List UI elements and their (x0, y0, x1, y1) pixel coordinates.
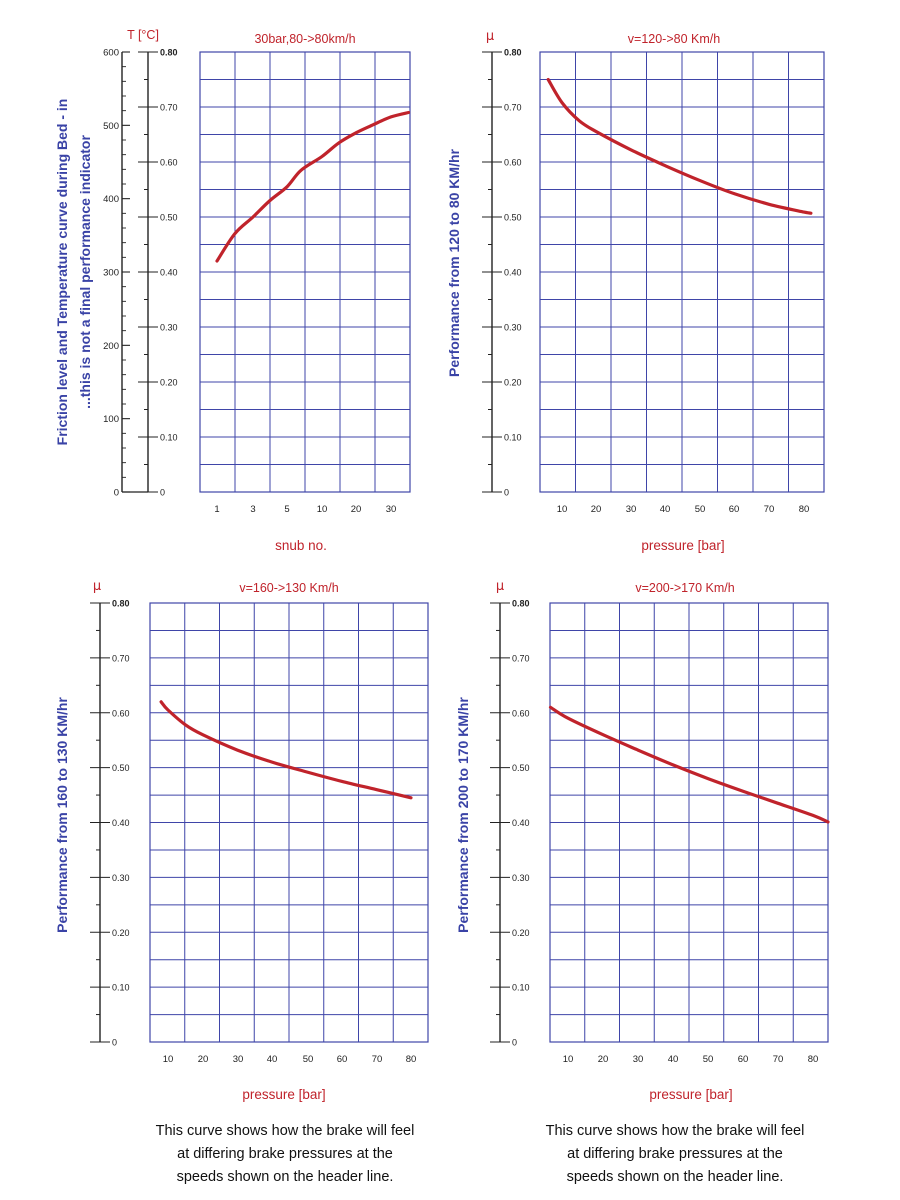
y-axis-label-120-80: Performance from 120 to 80 KM/hr (446, 149, 462, 377)
mu-tick-label: 0.70 (160, 102, 178, 113)
mu-tick-label: 0.10 (160, 432, 178, 443)
x-tick-label: 40 (266, 1054, 278, 1065)
x-tick-label: 60 (737, 1054, 749, 1065)
caption-right-line3: speeds shown on the header line. (566, 1169, 784, 1185)
temperature-axis (103, 48, 148, 499)
temperature-tick-label: 600 (103, 47, 119, 59)
caption-right-line2: at differing brake pressures at the (567, 1146, 783, 1162)
mu-tick-label: 0.60 (512, 708, 530, 719)
x-tick-label: 30 (385, 504, 397, 515)
chart-200-170 (455, 579, 828, 1102)
mu-tick-label: 0.50 (504, 212, 522, 223)
mu-tick-label: 0.20 (512, 927, 530, 938)
x-axis-label-bedin: snub no. (275, 538, 327, 553)
chart-header-120-80: v=120->80 Km/h (627, 32, 721, 46)
chart-120-80 (446, 29, 824, 553)
friction-curve-160-130 (161, 702, 411, 798)
mu-tick-label: 0.50 (160, 212, 178, 223)
x-tick-label: 50 (702, 1054, 714, 1065)
mu-tick-label: 0.80 (512, 598, 530, 609)
x-ticks-120-80 (557, 504, 810, 515)
temperature-tick-label: 300 (103, 267, 119, 279)
caption-right-line1: This curve shows how the brake will feel (545, 1123, 805, 1139)
mu-tick-label: 0.30 (512, 872, 530, 883)
x-tick-label: 70 (371, 1054, 383, 1065)
temperature-tick-label: 0 (113, 487, 119, 499)
mu-tick-label: 0.30 (160, 322, 178, 333)
mu-tick-label: 0.10 (512, 982, 530, 993)
chart-header-bedin: 30bar,80->80km/h (254, 32, 356, 46)
x-tick-label: 10 (562, 1054, 574, 1065)
temperature-tick-label: 200 (103, 340, 119, 352)
x-axis-label-160-130: pressure [bar] (242, 1087, 326, 1102)
x-tick-label: 80 (405, 1054, 417, 1065)
mu-tick-label: 0.40 (512, 818, 530, 828)
mu-axis-160-130 (90, 599, 130, 1048)
x-tick-label: 1 (214, 504, 220, 515)
plot-grid-160-130 (150, 603, 428, 1042)
x-tick-label: 20 (590, 504, 602, 515)
x-tick-label: 50 (694, 504, 706, 515)
x-ticks-bedin (214, 504, 396, 515)
mu-axis-120-80 (482, 48, 522, 498)
mu-tick-label: 0.40 (112, 818, 130, 828)
caption-right (510, 1120, 840, 1189)
x-axis-label-120-80: pressure [bar] (641, 538, 725, 553)
x-tick-label: 60 (728, 504, 740, 515)
y-axis-label-200-170: Performance from 200 to 170 KM/hr (455, 697, 471, 933)
x-tick-label: 10 (316, 504, 328, 515)
x-tick-label: 10 (556, 504, 568, 515)
x-tick-label: 30 (625, 504, 637, 515)
mu-tick-label: 0.40 (504, 267, 522, 278)
mu-axis-200-170 (490, 599, 530, 1048)
chart-160-130 (54, 579, 428, 1102)
temperature-tick-label: 500 (103, 120, 119, 132)
mu-tick-label: 0.70 (504, 102, 522, 113)
mu-tick-label: 0.40 (160, 267, 178, 278)
mu-tick-label: 0.10 (112, 982, 130, 993)
mu-tick-label: 0.50 (512, 763, 530, 774)
temperature-axis-label: T [°C] (127, 28, 159, 42)
mu-tick-label: 0.70 (512, 653, 530, 664)
x-tick-label: 20 (597, 1054, 609, 1065)
friction-axis-bedin (138, 48, 178, 498)
caption-left-line2: at differing brake pressures at the (177, 1146, 393, 1162)
y-axis-label-bedin-line2: ...this is not a final performance indicator (77, 135, 93, 409)
x-tick-label: 40 (659, 504, 671, 515)
plot-grid-120-80 (540, 52, 824, 492)
x-ticks-160-130 (163, 1054, 417, 1065)
x-tick-label: 3 (250, 504, 256, 515)
caption-left (120, 1120, 450, 1189)
temperature-tick-label: 400 (103, 194, 119, 206)
mu-tick-label: 0.80 (504, 47, 522, 58)
x-tick-label: 20 (197, 1054, 209, 1065)
mu-symbol-160-130: μ (92, 579, 102, 594)
mu-tick-label: 0.50 (112, 763, 130, 774)
mu-tick-label: 0.30 (504, 322, 522, 333)
x-tick-label: 20 (350, 504, 362, 515)
chart-header-200-170: v=200->170 Km/h (635, 581, 735, 595)
x-tick-label: 40 (667, 1054, 679, 1065)
mu-tick-label: 0.80 (160, 47, 178, 58)
caption-left-line3: speeds shown on the header line. (176, 1169, 394, 1185)
x-tick-label: 80 (798, 504, 810, 515)
y-axis-label-bedin-line1: Friction level and Temperature curve during Bed - in (54, 98, 70, 446)
caption-left-line1: This curve shows how the brake will feel (155, 1123, 415, 1139)
mu-tick-label: 0 (512, 1037, 518, 1048)
mu-tick-label: 0.20 (504, 377, 522, 388)
friction-curve-120-80 (548, 80, 811, 214)
plot-grid-bedin (200, 52, 410, 492)
mu-tick-label: 0 (112, 1037, 118, 1048)
x-tick-label: 50 (302, 1054, 314, 1065)
mu-tick-label: 0 (504, 487, 510, 498)
chart-bedin (54, 28, 410, 553)
x-tick-label: 5 (284, 504, 290, 515)
mu-tick-label: 0 (160, 487, 166, 498)
mu-tick-label: 0.20 (160, 377, 178, 388)
y-axis-label-160-130: Performance from 160 to 130 KM/hr (54, 697, 70, 933)
x-tick-label: 10 (162, 1054, 174, 1065)
x-tick-label: 80 (807, 1054, 819, 1065)
mu-tick-label: 0.20 (112, 927, 130, 938)
x-tick-label: 30 (632, 1054, 644, 1065)
mu-symbol-200-170: μ (495, 579, 505, 594)
temperature-tick-label: 100 (103, 414, 119, 426)
x-tick-label: 70 (772, 1054, 784, 1065)
mu-tick-label: 0.60 (504, 157, 522, 168)
mu-tick-label: 0.10 (504, 432, 522, 443)
mu-tick-label: 0.80 (112, 598, 130, 609)
x-tick-label: 70 (763, 504, 775, 515)
x-axis-label-200-170: pressure [bar] (649, 1087, 733, 1102)
mu-tick-label: 0.70 (112, 653, 130, 664)
chart-header-160-130: v=160->130 Km/h (239, 581, 339, 595)
mu-tick-label: 0.60 (112, 708, 130, 719)
mu-symbol-120-80: μ (485, 29, 495, 44)
x-ticks-200-170 (563, 1054, 819, 1065)
x-tick-label: 60 (336, 1054, 348, 1065)
x-tick-label: 30 (232, 1054, 244, 1065)
mu-tick-label: 0.60 (160, 157, 178, 168)
plot-grid-200-170 (550, 603, 828, 1042)
mu-tick-label: 0.30 (112, 872, 130, 883)
